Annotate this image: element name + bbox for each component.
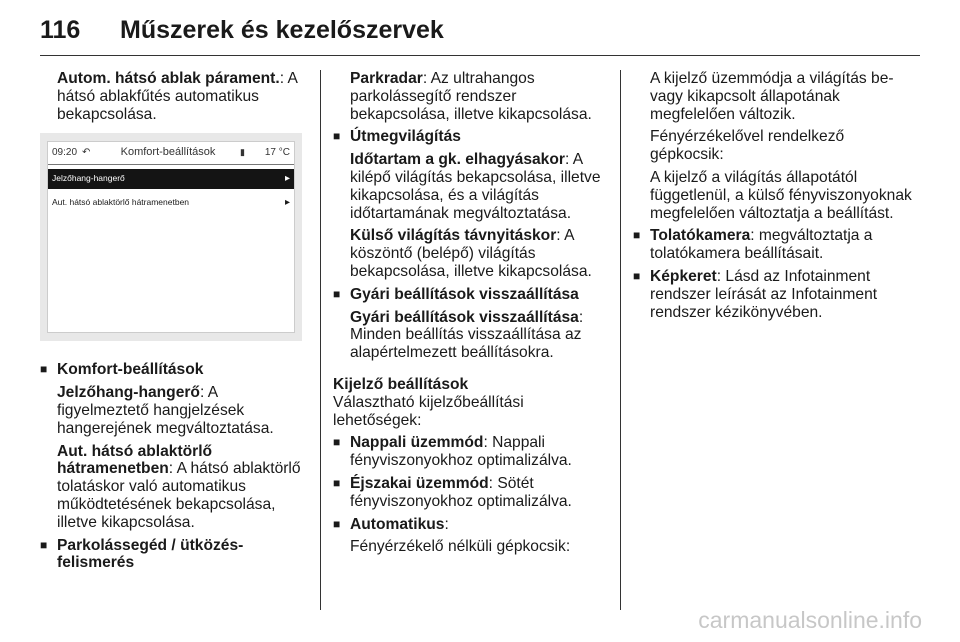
term: Külső világítás távnyitáskor bbox=[350, 227, 557, 245]
paragraph bbox=[333, 309, 608, 362]
paragraph: Választható kijelzőbeállítási lehetőségek: bbox=[333, 393, 524, 429]
column-right bbox=[633, 70, 913, 326]
paragraph: Fényérzékelővel rendelkező gépkocsik: bbox=[650, 128, 845, 164]
screen-temperature: 17 °C bbox=[264, 147, 290, 159]
term-description: : A köszöntő (belépő) világítás bekapcsolása, illetve kikapcsolása. bbox=[350, 227, 592, 280]
paragraph bbox=[333, 151, 608, 222]
screen-menu-item-selected bbox=[48, 169, 294, 189]
bullet-item bbox=[633, 227, 913, 263]
term-description: : A figyelmeztető hangjelzések hangerejének megváltoztatása. bbox=[57, 384, 274, 437]
bullet-heading: ■ Útmegvilágítás bbox=[333, 128, 608, 146]
back-icon: ↶ bbox=[82, 147, 91, 159]
screen-menu-label: Aut. hátsó ablaktörlő hátramenetben bbox=[52, 197, 190, 208]
page-header bbox=[40, 10, 444, 50]
term-description: : Sötét fényviszonyokhoz optimalizálva. bbox=[350, 474, 572, 510]
watermark-text: carmanualsonline.info bbox=[698, 607, 922, 633]
screen-display bbox=[47, 141, 295, 333]
paragraph bbox=[40, 443, 310, 532]
term-description: : Minden beállítás visszaállítása az alapértelmezett beállításokra. bbox=[350, 308, 584, 362]
screen-title: Komfort-beállítások bbox=[120, 146, 216, 159]
chevron-right-icon: ▸ bbox=[284, 173, 290, 185]
term-description: : Nappali fényviszonyokhoz optimalizálva. bbox=[350, 434, 572, 470]
term: Gyári beállítások visszaállítása bbox=[350, 308, 579, 326]
term-description: : megváltoztatja a tolatókamera beállításait. bbox=[650, 227, 873, 263]
page-title: Műszerek és kezelőszervek bbox=[120, 15, 444, 44]
paragraph bbox=[333, 227, 608, 280]
term: Parkradar bbox=[350, 70, 423, 87]
term: Autom. hátsó ablak párament. bbox=[57, 70, 280, 87]
screen-status-bar bbox=[48, 142, 294, 165]
term: Nappali üzemmód bbox=[350, 434, 484, 452]
term-description: : A hátsó ablakfűtés automatikus bekapcsolása. bbox=[57, 70, 298, 123]
bullet-heading: ■ Gyári beállítások visszaállítása bbox=[333, 286, 608, 304]
term-description: : Az ultrahangos parkolássegítő rendszer bekapcsolása, illetve kikapcsolása. bbox=[350, 70, 592, 123]
paragraph: A kijelző üzemmódja a világítás be- vagy kikapcsolt állapotának megfelelően változik. bbox=[650, 70, 894, 123]
infotainment-screen-image bbox=[40, 133, 302, 341]
paragraph bbox=[40, 384, 310, 437]
bullet-item bbox=[633, 268, 913, 321]
chevron-right-icon: ▸ bbox=[284, 197, 290, 209]
column-divider bbox=[320, 70, 321, 610]
bullet-item bbox=[333, 516, 608, 534]
bullet-item bbox=[333, 434, 608, 470]
fuel-icon: ▮ bbox=[240, 147, 245, 158]
paragraph: A kijelző a világítás állapotától függetlenül, a külső fényviszonyoknak megfelelően változtatja a beállítást. bbox=[650, 168, 912, 222]
term: Jelzőhang-hangerő bbox=[57, 384, 200, 402]
screen-time: 09:20 bbox=[52, 147, 78, 159]
term-description: : bbox=[444, 515, 449, 533]
page-number: 116 bbox=[40, 15, 81, 44]
term: Időtartam a gk. elhagyásakor bbox=[350, 151, 565, 169]
bullet-heading: ■ Parkolássegéd / ütközés-felismerés bbox=[40, 537, 310, 573]
screen-menu-label: Jelzőhang-hangerő bbox=[52, 173, 125, 184]
section-heading: Kijelző beállítások bbox=[333, 375, 469, 393]
term: Automatikus bbox=[350, 515, 445, 533]
column-left bbox=[40, 70, 310, 577]
paragraph bbox=[333, 70, 608, 123]
term: Tolatókamera bbox=[650, 227, 751, 245]
screen-menu-item bbox=[48, 193, 294, 213]
bullet-heading: ■ Komfort-beállítások bbox=[40, 361, 310, 379]
term-description: : A kilépő világítás bekapcsolása, illetve kikapcsolása, és a világítás időtartamának megváltoztatása. bbox=[350, 151, 601, 222]
bullet-item bbox=[333, 475, 608, 511]
term: Aut. hátsó ablaktörlő hátramenetben bbox=[57, 442, 213, 478]
term: Éjszakai üzemmód bbox=[350, 474, 489, 492]
header-rule bbox=[40, 55, 920, 56]
paragraph: Fényérzékelő nélküli gépkocsik: bbox=[350, 538, 571, 556]
paragraph bbox=[40, 70, 310, 123]
column-divider bbox=[620, 70, 621, 610]
term: Képkeret bbox=[650, 267, 717, 285]
term-description: : A hátsó ablaktörlő tolatáskor való automatikus működtetésének bekapcsolása, illetve kikapcsolása. bbox=[57, 460, 301, 531]
column-middle bbox=[333, 70, 608, 561]
term-description: : Lásd az Infotainment rendszer leírását az Infotainment rendszer kézikönyvében. bbox=[650, 267, 878, 321]
